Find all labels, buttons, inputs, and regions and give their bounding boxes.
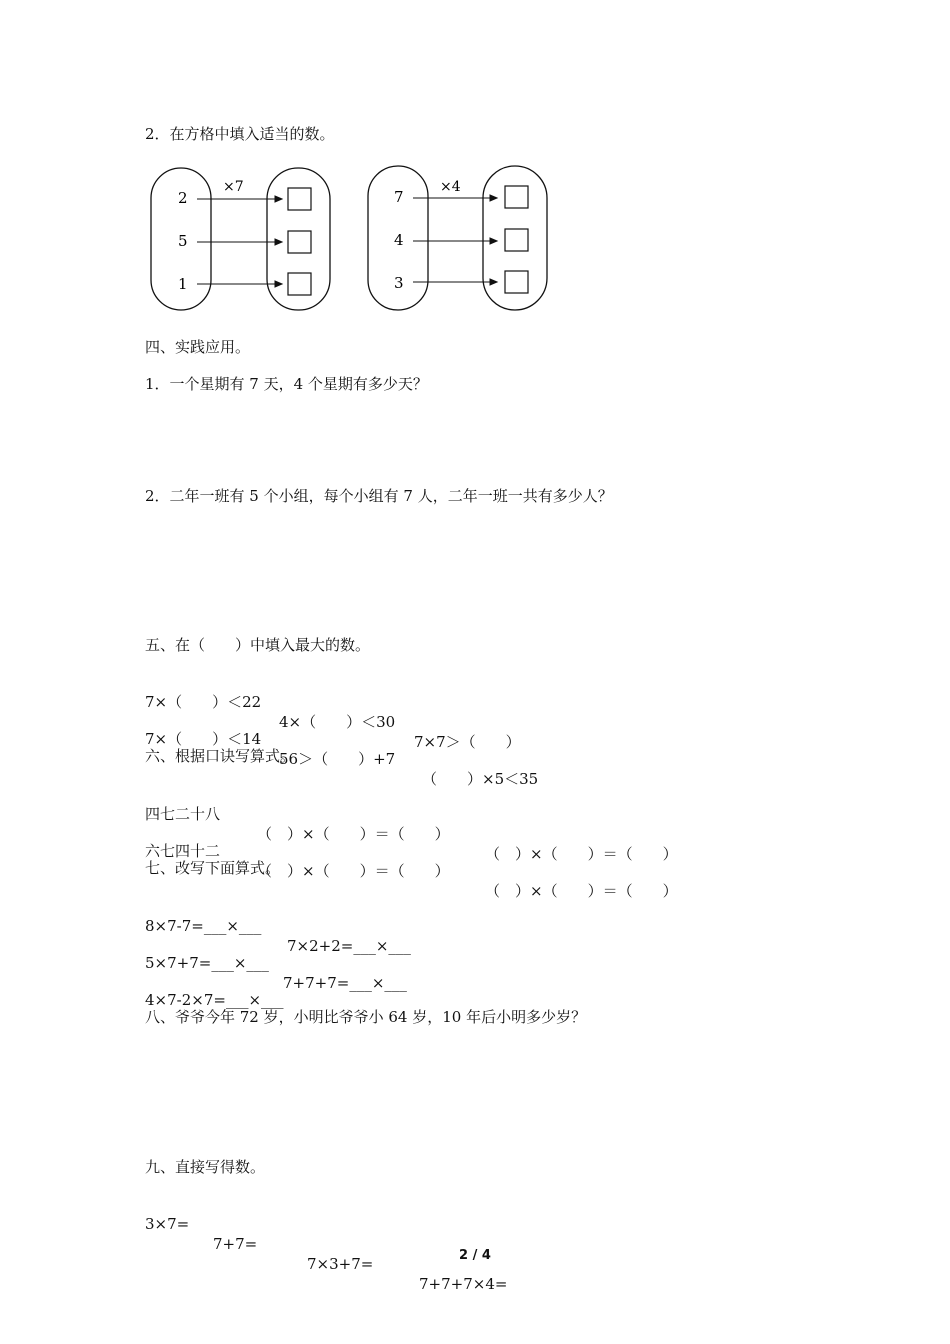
answer-box[interactable] (288, 188, 311, 210)
inequality-item: 4×（ ）＜30 (279, 713, 396, 731)
answer-box[interactable] (505, 271, 528, 293)
answer-box[interactable] (288, 231, 311, 253)
section-5-title: 五、在（ ）中填入最大的数。 (145, 636, 371, 654)
answer-box[interactable] (505, 186, 528, 208)
question-2-title: 2．在方格中填入适当的数。 (145, 125, 335, 143)
input-value: 7 (394, 188, 404, 206)
equation-blank: （ ）×（ ）＝（ ） (485, 882, 678, 900)
inequality-item: 7×（ ）＜22 (145, 693, 262, 711)
section-8-title: 八、爷爷今年 72 岁，小明比爷爷小 64 岁，10 年后小明多少岁？ (145, 1008, 587, 1026)
section-7-row-3 (145, 970, 284, 1010)
rewrite-item: 8×7-7=___×___ (145, 917, 262, 935)
section-6-title: 六、根据口诀写算式。 (145, 747, 296, 765)
inequality-item: （ ）×5＜35 (422, 770, 539, 788)
answer-box[interactable] (505, 229, 528, 251)
input-value: 4 (394, 231, 404, 249)
answer-box[interactable] (288, 273, 311, 295)
mental-math-item: 7×3+7= (307, 1255, 374, 1273)
mental-math-item: 7+7= (213, 1235, 258, 1253)
section-4-question-1: 1．一个星期有 7 天，4 个星期有多少天？ (145, 375, 428, 393)
inequality-item: 56＞（ ）+7 (279, 750, 396, 768)
rewrite-item: 4×7-2×7=___×___ (145, 991, 284, 1009)
verse-text: 六七四十二 (145, 842, 221, 860)
section-4-title: 四、实践应用。 (145, 338, 251, 356)
mapping-diagram-1 (145, 160, 340, 315)
input-value: 3 (394, 274, 404, 292)
rewrite-item: 5×7+7=___×___ (145, 954, 269, 972)
operator-label: ×7 (223, 179, 244, 195)
mapping-diagram-2 (362, 160, 557, 315)
rewrite-item: 7×2+2=___×___ (287, 937, 411, 955)
equation-blank: （ ）×（ ）＝（ ） (257, 862, 450, 880)
section-7-title: 七、改写下面算式。 (145, 859, 281, 877)
mental-math-item: 7+7+7×4= (419, 1275, 508, 1293)
equation-blank: （ ）×（ ）＝（ ） (485, 845, 678, 863)
section-9-title: 九、直接写得数。 (145, 1158, 266, 1176)
input-value: 5 (178, 232, 188, 250)
inequality-item: 7×（ ）＜14 (145, 730, 262, 748)
rewrite-item: 7+7+7=___×___ (283, 974, 407, 992)
input-value: 2 (178, 189, 188, 207)
verse-text: 四七二十八 (145, 805, 221, 823)
section-4-question-2: 2．二年一班有 5 个小组，每个小组有 7 人，二年一班一共有多少人？ (145, 487, 613, 505)
inequality-item: 7×7＞（ ） (414, 733, 521, 751)
input-value: 1 (178, 275, 188, 293)
page-number: 2 / 4 (459, 1248, 491, 1263)
mental-math-item: 3×7= (145, 1215, 190, 1233)
equation-blank: （ ）×（ ）＝（ ） (257, 825, 450, 843)
operator-label: ×4 (440, 179, 461, 195)
